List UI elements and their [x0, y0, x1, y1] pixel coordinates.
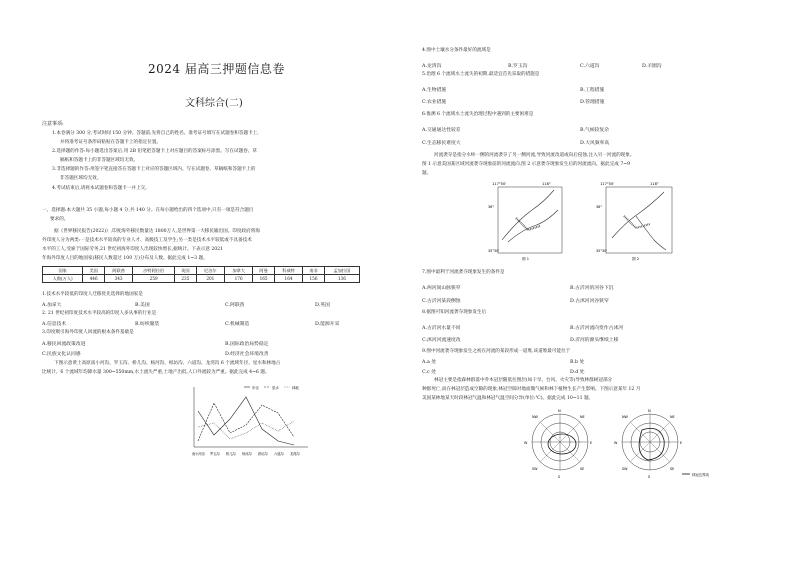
option-b: B.古沂河的河谷下沉 [570, 286, 614, 291]
x-tick-label: 桥儿沟 [226, 452, 236, 456]
exam-title: 2024 届高三押题信息卷 [148, 62, 285, 76]
table-cell: 科威特 [274, 267, 302, 275]
watershed-line-chart [188, 383, 312, 461]
option-b: B.气候较复杂 [580, 128, 610, 133]
note-line: 1.本卷满分 300 分,考试时间 150 分钟。答题前,先将自己的姓名、准考证号填写在试题卷和答题卡上, [52, 131, 259, 136]
option-d: D.羊圈沟 [642, 64, 662, 69]
x-tick-label: 南小河沟 [192, 452, 205, 456]
table-header-row [43, 267, 360, 275]
table-row [43, 275, 360, 283]
question-7: 7.图中最利于河流袭夺现象发生的条件是 [422, 270, 505, 275]
question-8: 8.据图可知河流袭夺现象发生后 [422, 310, 487, 315]
compass-label-nw: NW [532, 415, 538, 419]
note-line: 2.选择题的作答:每小题选出答案后,用 2B 铅笔把答题卡上对应题目的答案标号涂黑。写在试题卷、草 [52, 149, 257, 154]
option-b: B.罗玉沟 [508, 64, 528, 69]
map-latitude-label: 35°30' [596, 249, 608, 253]
option-d: D.古沭河河谷狭窄 [570, 299, 609, 304]
compass-label-n: N [648, 409, 651, 413]
option-a: A.a 处 [422, 360, 437, 365]
note-line: 3.非选择题的作答:用签字笔直接答在答题卡上对应的答题区域内。写在试题卷、草稿纸和答题卡上的 [52, 167, 256, 172]
passage4-line: 美国某林地某天时段林冠气温和林冠气温空间分异(单位:℃)。据此完成 10~11 题。 [422, 396, 594, 401]
option-a: A.生物措施 [422, 88, 447, 93]
option-d: D.d 处 [570, 370, 585, 375]
option-a: A.加拿大 [42, 303, 62, 308]
option-b: B.b 处 [570, 360, 585, 365]
map-latitude-label: 35°30' [488, 249, 500, 253]
table-cell: 446 [83, 275, 105, 283]
compass-label-w: W [524, 441, 528, 445]
passage3-line: 题。 [422, 171, 432, 176]
passage4-line: 林冠主要是指森林群落中乔木冠层随低往图层(如干旱、台风、火灾等)导致林群树冠部分 [434, 378, 613, 383]
compass-label-ne: NE [580, 415, 585, 419]
table-cell: 阿联酋 [104, 267, 132, 275]
table-cell: 343 [104, 275, 132, 283]
compass-diagram-2 [614, 409, 682, 479]
option-c: C.阿联酋 [225, 303, 245, 308]
exam-subject: 文科综合(二) [185, 98, 243, 109]
table-cell: 人数(万人) [43, 275, 83, 283]
table-cell: 136 [324, 275, 359, 283]
option-a: A.两河间山脉狭窄 [422, 286, 461, 291]
option-a: A.古沂河水量不同 [422, 326, 461, 331]
passage-line: 水平的工人,受雇于国际劳务,21 世纪初海外印度人出现较快增长,据统计。下表示意 2021 [42, 247, 224, 252]
compass-label-ne: NE [670, 415, 675, 419]
section1-intro: 一、选择题:本大题共 35 小题,每小题 4 分,共 140 分。在每小题给出的四个选项中,只有一项是符合题目 [42, 208, 254, 213]
option-d: D.英国 [315, 303, 330, 308]
table-cell: 201 [196, 275, 224, 283]
note-line: 4.考试结束后,请将本试题卷和答题卡一并上交。 [52, 186, 150, 191]
x-tick-label: 龙湾沟 [290, 452, 300, 456]
compass-label-sw: SW [622, 467, 628, 471]
passage4-line: 种群死亡,而在林冠层造成空隙的现象,林冠空隙对地面微气候和林下植物生长产生影响。下图示意某年 12 月 [422, 387, 641, 392]
river-map-2 [596, 180, 678, 262]
option-b: B.纺织服装 [135, 322, 160, 327]
option-c: C.六道沟 [580, 64, 600, 69]
table-cell: 165 [253, 275, 275, 283]
question-1: 1.技术水平较低的印度人迁移优先选择的地国家是 [42, 292, 143, 297]
passage-line: 年海外印度人目的地国家(移民人数超过 100 万)分布及人数。据此完成 1~3 题。 [42, 256, 208, 261]
legend-forest: 林地 [292, 386, 299, 390]
compass-label-e: E [590, 441, 593, 445]
option-a: A.龙湾沟 [422, 64, 442, 69]
question-5: 5.治理 6 个流域水土流失的初期,最适宜首先采取的措施是 [422, 72, 540, 77]
table-cell: 美国 [83, 267, 105, 275]
option-b: B.工程措施 [580, 88, 605, 93]
table-cell: 156 [303, 275, 325, 283]
question-2: 2. 21 世纪初印度技术水平较高的印度人多从事的行业是 [42, 311, 157, 316]
compass-label-s: S [648, 475, 651, 479]
map-longitude-label: 118° [650, 182, 659, 186]
option-b: B.国际政治局势稳定 [225, 342, 269, 347]
canopy-gap-outline [639, 428, 664, 460]
question-6: 6.推测 6 个流域水土流失治理过程中遇到的主要困难是 [422, 112, 534, 117]
option-c: C.沭河河流速度改 [422, 338, 461, 343]
passage3-line: 河流袭夺是指分水岭一侧的河流袭夺了另一侧河流,导致河流改道或向后侵蚀,注入另一河流的现象。 [434, 153, 635, 158]
option-c: C.机械制造 [225, 322, 250, 327]
note-line: 并将准考证号条形码粘贴在答题卡上的指定位置。 [60, 140, 162, 145]
legend-canopy-boundary: 林冠边界线 [692, 473, 709, 477]
river-map-1 [488, 180, 568, 262]
notes-heading: 注意事项: [42, 121, 64, 127]
passage-line: 据《世界移民报告(2022)》,印度海外移民数量达 1800万人,是世界第一大移民输出国。印度政府将海 [54, 229, 260, 234]
option-c: C.生态移民难度大 [422, 141, 461, 146]
compass-label-se: SE [580, 467, 585, 471]
passage2-line: 比统计。6 个流域年均降水量 300~550mm,水土流失严重,土地产出低,人口外流较为严重。据此完成 4~6 题。 [42, 370, 270, 375]
compass-label-nw: NW [622, 415, 628, 419]
table-cell: 沙特阿拉伯 [133, 267, 175, 275]
passage2-line: 下图示意黄土高原南小河沟、罗玉沟、桥儿沟、杨河沟、纸坊沟、六道沟、龙湾沟 6 个流域年径、星水和林地占 [54, 361, 281, 366]
option-c: C.c 处 [422, 370, 437, 375]
compass-label-s: S [558, 475, 561, 479]
compass-label-se: SE [670, 467, 675, 471]
compass-label-sw: SW [532, 467, 538, 471]
option-b: B.美国 [135, 303, 150, 308]
compass-diagram-1 [524, 409, 592, 479]
left-page [40, 0, 410, 561]
map-longitude-label: 117°50' [492, 182, 507, 186]
table-cell: 尼泊尔 [196, 267, 224, 275]
migrant-table [42, 266, 360, 283]
table-cell: 259 [133, 275, 175, 283]
compass-label-n: N [558, 409, 561, 413]
map-latitude-label: 36° [488, 205, 495, 209]
series-line-runoff [198, 397, 294, 445]
option-c: C.古沂河某段侧蚀 [422, 299, 461, 304]
table-cell: 加拿大 [224, 267, 252, 275]
passage-line: 外印度人分为两类:一是技术水平较高的专业人才、高级技工及学生;另一类是技术水平较低或不具备技术 [42, 238, 252, 243]
canopy-compass-diagrams [520, 404, 720, 484]
x-tick-label: 罗玉沟 [210, 452, 220, 456]
x-tick-label: 六道沟 [274, 452, 284, 456]
question-4: 4.图中土壤水分条件最好的流域是 [422, 48, 491, 53]
series-line-water [198, 403, 294, 441]
x-tick-label: 杨河沟 [242, 452, 252, 456]
passage3-line: 图 1 示意美国某区域河流袭夺现象前的河流流向,图 2 示意袭夺现象发生后的河流流向。据此完成 7~9 [422, 162, 631, 167]
option-d: D.能源开采 [315, 322, 340, 327]
option-d: D.经济社会环境改善 [225, 352, 269, 357]
option-b: B.古沂河流向变作古沭河 [570, 326, 624, 331]
map-latitude-label: 36° [596, 205, 603, 209]
question-3: 3.印度吸引海外印度人回流的根本条件基础是 [42, 330, 134, 335]
option-c: C.民族文化认同感 [42, 352, 81, 357]
table-cell: 235 [175, 275, 197, 283]
section1-intro2: 要求的。 [50, 217, 69, 222]
table-cell: 英国 [175, 267, 197, 275]
note-line: 非答题区域均无效。 [60, 176, 102, 181]
option-a: A.交通通达性较差 [422, 128, 461, 133]
right-page [420, 0, 770, 561]
table-cell: 国家 [43, 267, 83, 275]
map-longitude-label: 118° [542, 182, 551, 186]
option-d: D.管理措施 [580, 100, 605, 105]
table-cell: 176 [224, 275, 252, 283]
compass-label-w: W [614, 441, 618, 445]
option-a: A.信息技术 [42, 322, 67, 327]
x-tick-label: 纸坊沟 [258, 452, 268, 456]
option-d: D.大风频率高 [580, 141, 610, 146]
figure-caption: 图 1 [522, 257, 530, 261]
legend-water: 星水 [272, 386, 279, 390]
table-cell: 164 [274, 275, 302, 283]
legend-runoff: 年径 [252, 386, 259, 390]
table-cell: 孟加拉国 [324, 267, 359, 275]
series-line-forest [198, 421, 294, 439]
option-d: D.沂河的源头继续上移 [570, 338, 619, 343]
table-cell: 南非 [303, 267, 325, 275]
question-9: 9.图中河流袭夺现象发生之初在河流的某段形成一道堆,该道堆最可能位于 [422, 349, 571, 354]
figure-caption: 图 2 [632, 257, 640, 261]
option-a: A.移民回流政策改进 [42, 342, 86, 347]
table-cell: 阿曼 [253, 267, 275, 275]
note-line: 稿纸和答题卡上的非答题区域均无效。 [60, 158, 139, 163]
compass-label-e: E [680, 441, 683, 445]
option-c: C.农业措施 [422, 100, 447, 105]
map-longitude-label: 117°50' [600, 182, 615, 186]
